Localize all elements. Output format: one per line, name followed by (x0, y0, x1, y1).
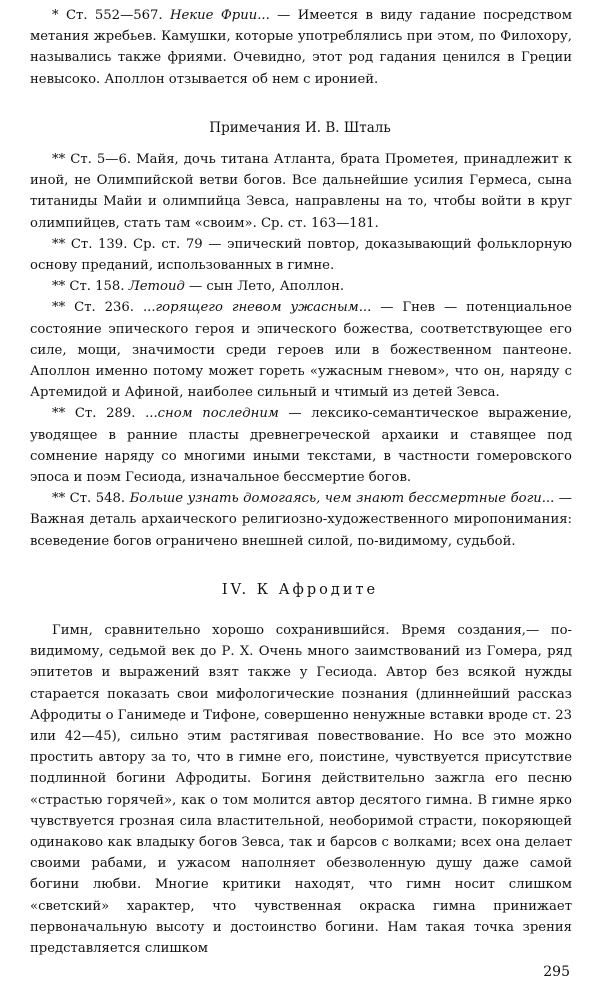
note-text: — Важная деталь архаического религиозно-художественного миропонимания: всеведение богов ограничено внешней силой, по-видимому, судьбой. (30, 491, 572, 549)
note-text: — лексико-семантическое выражение, уводящее в ранние пласты древнегреческой архаики и ставящее под сомнение наряду со многими иными текстами, в частности гомеровского эпоса и поэм Гесиода, изначальное бессмертие богов. (30, 406, 572, 486)
intro-note (30, 5, 572, 90)
note-marker: ** Ст. 236. (52, 300, 143, 316)
note-italic: ...сном последним (145, 406, 279, 422)
note-italic: Летоид (128, 279, 185, 295)
note-item (30, 297, 572, 403)
intro-note-marker: * Ст. 552—567. (52, 8, 170, 23)
notes-heading: Примечания И. В. Шталь (209, 120, 391, 136)
note-italic: Больше узнать домогаясь, чем знают бессмертные боги... (129, 491, 555, 507)
section-body (30, 620, 572, 959)
note-marker: ** Ст. 139. (52, 236, 134, 252)
intro-note-paragraph (30, 5, 572, 90)
intro-note-text: — Имеется в виду гадание посредством метания жребьев. Камушки, которые употреблялись при этом, по Филохору, назывались также фриями. Очевидно, этот род гадания ценился в Греции невысоко. Аполлон отзывается об нем с иронией. (30, 8, 572, 87)
page-number: 295 (543, 964, 570, 980)
note-marker: ** Ст. 548. (52, 491, 130, 507)
note-marker: ** Ст. 158. (52, 279, 129, 295)
section-heading: IV. К Афродите (221, 582, 379, 598)
note-item (30, 276, 572, 297)
note-item (30, 149, 572, 234)
section-paragraph: Гимн, сравнительно хорошо сохранившийся. Время создания,— по-видимому, седьмой век до Р. Х. Очень много заимствований из Гомера, ряд эпитетов и выражений взят также у Гесиода. Автор без всякой нужды старается показать свои мифологические познания (длиннейший рассказ Афродиты о Ганимеде и Тифоне, совершенно ненужные вставки вроде ст. 23 или 42—45), сильно этим растягивая повествование. Но все это можно простить автору за то, что в гимне его, поистине, чувствуется присутствие подлинной богини Афродиты. Богиня действительно зажгла его песню «страстью горячей», как о том молится автор десятого гимна. В гимне ярко чувствуется грозная сила властительной, необоримой страсти, покоряющей одинаково как владыку богов Зевса, так и барсов с волками; всех она делает своими рабами, и ужасом наполняет обезволенную душу даже самой богини любви. Многие критики находят, что гимн носит слишком «светский» характер, что чувственная окраска гимна принижает первоначальную высоту и достоинство богини. Нам такая точка зрения представляется слишком (30, 623, 572, 957)
note-text: — Гнев — потенциальное состояние эпического героя и эпического божества, соответствующее его силе, мощи, значимости среди героев или в божественном пантеоне. Аполлон именно потому может гореть «ужасным гневом», что он, наряду с Артемидой и Афиной, наиболее сильный и чтимый из детей Зевса. (30, 300, 572, 401)
note-item (30, 234, 572, 276)
note-marker: ** Ст. 5—6. (52, 152, 137, 167)
note-text: Ср. ст. 79 — эпический повтор, доказывающий фольклорную основу преданий, использованных в гимне. (30, 236, 572, 274)
notes-list (30, 149, 572, 552)
note-text: — сын Лето, Аполлон. (184, 279, 345, 295)
intro-note-italic: Некие Фрии... (170, 8, 270, 23)
note-text: Майя, дочь титана Атланта, брата Прометея, принадлежит к иной, не Олимпийской ветви богов. Все дальнейшие усилия Гермеса, сына титаниды Майи и олимпийца Зевса, направлены на то, чтобы войти в круг олимпийцев, стать там «своим». Ср. ст. 163—181. (30, 152, 572, 231)
note-marker: ** Ст. 289. (52, 406, 146, 422)
note-item (30, 488, 572, 552)
note-italic: ...горящего гневом ужасным... (142, 300, 372, 316)
note-item (30, 403, 572, 488)
